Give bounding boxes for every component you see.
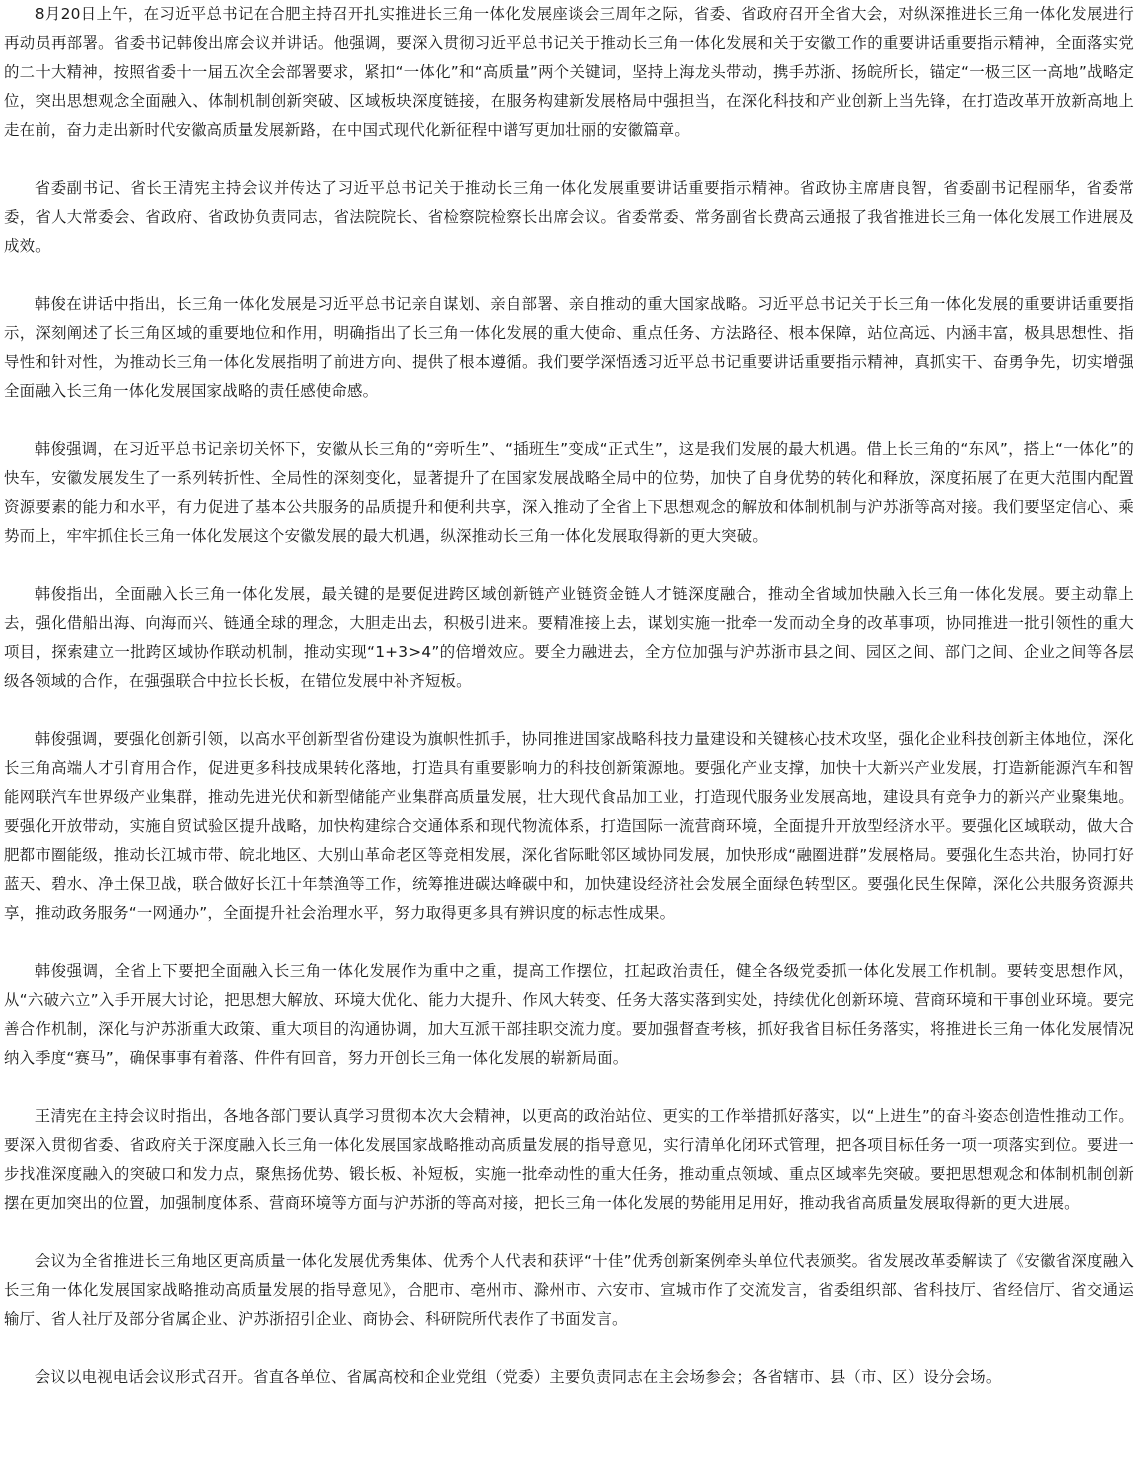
paragraph-9: 会议为全省推进长三角地区更高质量一体化发展优秀集体、优秀个人代表和获评“十佳”优秀创新案例牵头单位代表颁奖。省发展改革委解读了《安徽省深度融入长三角一体化发展国家战略推动高质量发展的指导意见》，合肥市、亳州市、滁州市、六安市、宣城市作了交流发言，省委组织部、省科技厅、省经信厅、省交通运输厅、省人社厅及部分省属企业、沪苏浙招引企业、商协会、科研院所代表作了书面发言。 bbox=[4, 1252, 1134, 1328]
paragraph-5: 韩俊指出，全面融入长三角一体化发展，最关键的是要促进跨区域创新链产业链资金链人才链深度融合，推动全省域加快融入长三角一体化发展。要主动靠上去，强化借船出海、向海而兴、链通全球的理念，大胆走出去，积极引进来。要精准接上去，谋划实施一批牵一发而动全身的改革事项，协同推进一批引领性的重大项目，探索建立一批跨区域协作联动机制，推动实现“1+3>4”的倍增效应。要全力融进去，全方位加强与沪苏浙市县之间、园区之间、部门之间、企业之间等各层级各领域的合作，在强强联合中拉长长板，在错位发展中补齐短板。 bbox=[4, 585, 1134, 690]
article-body bbox=[4, 0, 1134, 1392]
paragraph-7: 韩俊强调，全省上下要把全面融入长三角一体化发展作为重中之重，提高工作摆位，扛起政治责任，健全各级党委抓一体化发展工作机制。要转变思想作风，从“六破六立”入手开展大讨论，把思想大解放、环境大优化、能力大提升、作风大转变、任务大落实落到实处，持续优化创新环境、营商环境和干事创业环境。要完善合作机制，深化与沪苏浙重大政策、重大项目的沟通协调，加大互派干部挂职交流力度。要加强督查考核，抓好我省目标任务落实，将推进长三角一体化发展情况纳入季度“赛马”，确保事事有着落、件件有回音，努力开创长三角一体化发展的崭新局面。 bbox=[4, 962, 1134, 1067]
paragraph-1: 8月20日上午，在习近平总书记在合肥主持召开扎实推进长三角一体化发展座谈会三周年之际，省委、省政府召开全省大会，对纵深推进长三角一体化发展进行再动员再部署。省委书记韩俊出席会议并讲话。他强调，要深入贯彻习近平总书记关于推动长三角一体化发展和关于安徽工作的重要讲话重要指示精神，全面落实党的二十大精神，按照省委十一届五次全会部署要求，紧扣“一体化”和“高质量”两个关键词，坚持上海龙头带动，携手苏浙、扬皖所长，锚定“一极三区一高地”战略定位，突出思想观念全面融入、体制机制创新突破、区域板块深度链接，在服务构建新发展格局中强担当，在深化科技和产业创新上当先锋，在打造改革开放新高地上走在前，奋力走出新时代安徽高质量发展新路，在中国式现代化新征程中谱写更加壮丽的安徽篇章。 bbox=[4, 5, 1134, 139]
paragraph-8: 王清宪在主持会议时指出，各地各部门要认真学习贯彻本次大会精神，以更高的政治站位、更实的工作举措抓好落实，以“上进生”的奋斗姿态创造性推动工作。要深入贯彻省委、省政府关于深度融入长三角一体化发展国家战略推动高质量发展的指导意见，实行清单化闭环式管理，把各项目标任务一项一项落实到位。要进一步找准深度融入的突破口和发力点，聚焦扬优势、锻长板、补短板，实施一批牵动性的重大任务，推动重点领域、重点区域率先突破。要把思想观念和体制机制创新摆在更加突出的位置，加强制度体系、营商环境等方面与沪苏浙的等高对接，把长三角一体化发展的势能用足用好，推动我省高质量发展取得新的更大进展。 bbox=[4, 1107, 1134, 1212]
paragraph-2: 省委副书记、省长王清宪主持会议并传达了习近平总书记关于推动长三角一体化发展重要讲话重要指示精神。省政协主席唐良智，省委副书记程丽华，省委常委，省人大常委会、省政府、省政协负责同志，省法院院长、省检察院检察长出席会议。省委常委、常务副省长费高云通报了我省推进长三角一体化发展工作进展及成效。 bbox=[4, 179, 1134, 255]
paragraph-3: 韩俊在讲话中指出，长三角一体化发展是习近平总书记亲自谋划、亲自部署、亲自推动的重大国家战略。习近平总书记关于长三角一体化发展的重要讲话重要指示，深刻阐述了长三角区域的重要地位和作用，明确指出了长三角一体化发展的重大使命、重点任务、方法路径、根本保障，站位高远、内涵丰富，极具思想性、指导性和针对性，为推动长三角一体化发展指明了前进方向、提供了根本遵循。我们要学深悟透习近平总书记重要讲话重要指示精神，真抓实干、奋勇争先，切实增强全面融入长三角一体化发展国家战略的责任感使命感。 bbox=[4, 295, 1134, 400]
paragraph-10: 会议以电视电话会议形式召开。省直各单位、省属高校和企业党组（党委）主要负责同志在主会场参会；各省辖市、县（市、区）设分会场。 bbox=[34, 1368, 1002, 1386]
paragraph-6: 韩俊强调，要强化创新引领，以高水平创新型省份建设为旗帜性抓手，协同推进国家战略科技力量建设和关键核心技术攻坚，强化企业科技创新主体地位，深化长三角高端人才引育用合作，促进更多科技成果转化落地，打造具有重要影响力的科技创新策源地。要强化产业支撑，加快十大新兴产业发展，打造新能源汽车和智能网联汽车世界级产业集群，推动先进光伏和新型储能产业集群高质量发展，壮大现代食品加工业，打造现代服务业发展高地，建设具有竞争力的新兴产业聚集地。要强化开放带动，实施自贸试验区提升战略，加快构建综合交通体系和现代物流体系，打造国际一流营商环境，全面提升开放型经济水平。要强化区域联动，做大合肥都市圈能级，推动长江城市带、皖北地区、大别山革命老区等竞相发展，深化省际毗邻区域协同发展，加快形成“融圈进群”发展格局。要强化生态共治，协同打好蓝天、碧水、净土保卫战，联合做好长江十年禁渔等工作，统筹推进碳达峰碳中和，加快建设经济社会发展全面绿色转型区。要强化民生保障，深化公共服务资源共享，推动政务服务“一网通办”，全面提升社会治理水平，努力取得更多具有辨识度的标志性成果。 bbox=[4, 730, 1134, 922]
paragraph-4: 韩俊强调，在习近平总书记亲切关怀下，安徽从长三角的“旁听生”、“插班生”变成“正式生”，这是我们发展的最大机遇。借上长三角的“东风”，搭上“一体化”的快车，安徽发展发生了一系列转折性、全局性的深刻变化，显著提升了在国家发展战略全局中的位势，加快了自身优势的转化和释放，深度拓展了在更大范围内配置资源要素的能力和水平，有力促进了基本公共服务的品质提升和便利共享，深入推动了全省上下思想观念的解放和体制机制与沪苏浙等高对接。我们要坚定信心、乘势而上，牢牢抓住长三角一体化发展这个安徽发展的最大机遇，纵深推动长三角一体化发展取得新的更大突破。 bbox=[4, 440, 1134, 545]
